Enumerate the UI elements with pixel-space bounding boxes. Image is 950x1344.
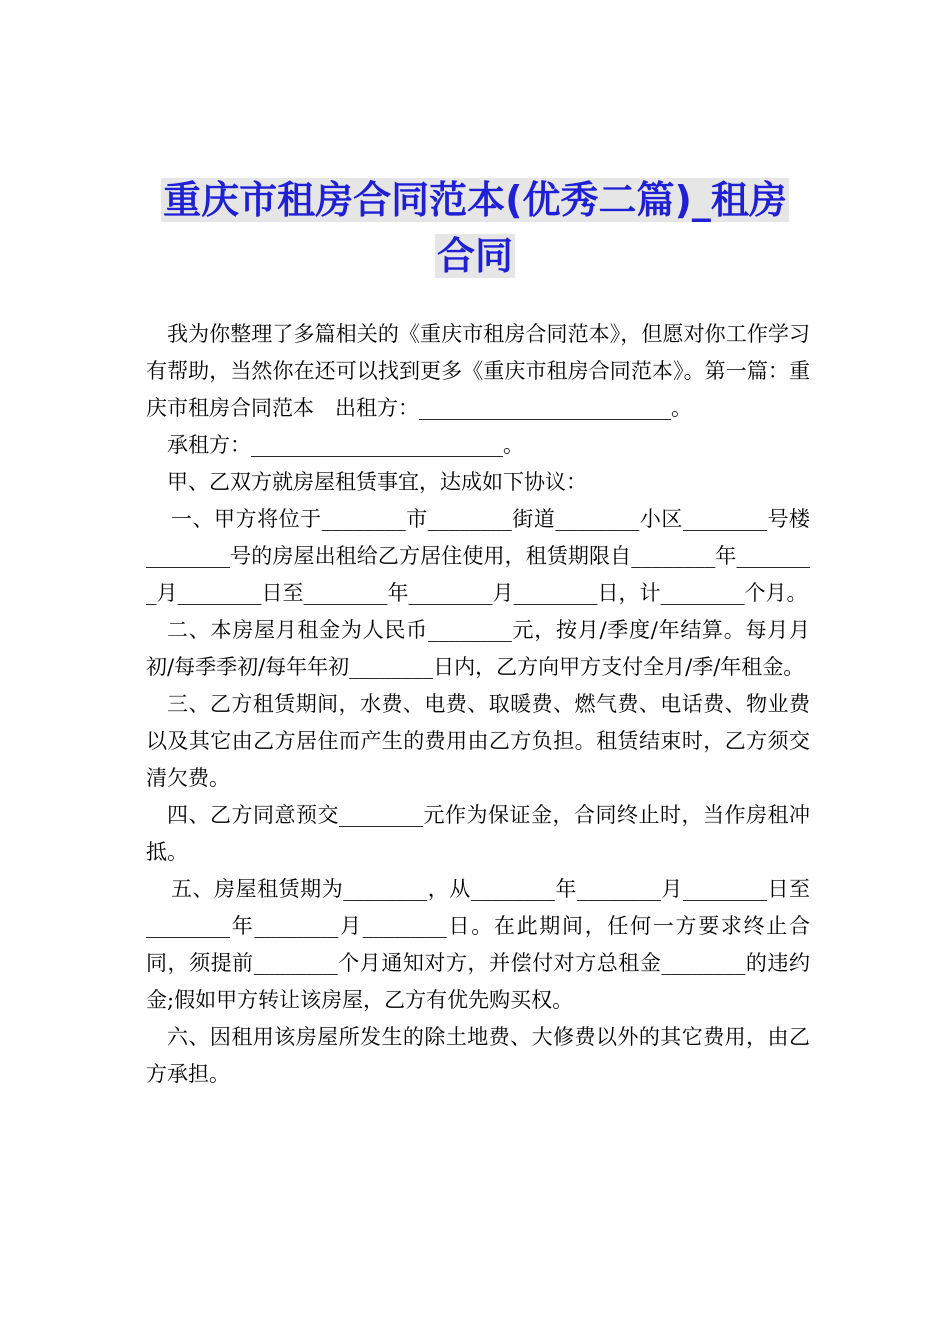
paragraph-clause-3: 三、乙方租赁期间，水费、电费、取暖费、燃气费、电话费、物业费以及其它由乙方居住而产生的费用由乙方负担。租赁结束时，乙方须交清欠费。 — [146, 692, 810, 790]
paragraph-clause-6: 六、因租用该房屋所发生的除土地费、大修费以外的其它费用，由乙方承担。 — [146, 1025, 810, 1086]
paragraph-clause-2: 二、本房屋月租金为人民币________元，按月/季度/年结算。每月月初/每季季初/每年年初________日内，乙方向甲方支付全月/季/年租金。 — [146, 618, 810, 679]
document-body — [146, 316, 810, 1093]
paragraph-intro: 我为你整理了多篇相关的《重庆市租房合同范本》，但愿对你工作学习有帮助，当然你在还可以找到更多《重庆市租房合同范本》。第一篇：重庆市租房合同范本 出租方：________________________。 — [146, 322, 810, 420]
title-line-1: 重庆市租房合同范本(优秀二篇)_租房 — [163, 178, 787, 222]
paragraph-agreement: 甲、乙双方就房屋租赁事宜，达成如下协议： — [167, 470, 587, 494]
paragraph-clause-1: 一、甲方将位于________市________街道________小区________号楼________号的房屋出租给乙方居住使用，租赁期限自________年________月________日至________年________月________日，计________个月。 — [146, 507, 810, 605]
paragraph-lessee: 承租方：________________________。 — [167, 433, 524, 457]
paragraph-clause-4: 四、乙方同意预交________元作为保证金，合同终止时，当作房租冲抵。 — [146, 803, 810, 864]
document-title — [140, 172, 810, 284]
paragraph-clause-5: 五、房屋租赁期为________，从________年________月________日至________年________月________日。在此期间，任何一方要求终止合同，须提前________个月通知对方，并偿付对方总租金________的违约金;假如甲方转让该房屋，乙方有优先购买权。 — [146, 877, 810, 1012]
title-line-2: 合同 — [436, 234, 513, 278]
